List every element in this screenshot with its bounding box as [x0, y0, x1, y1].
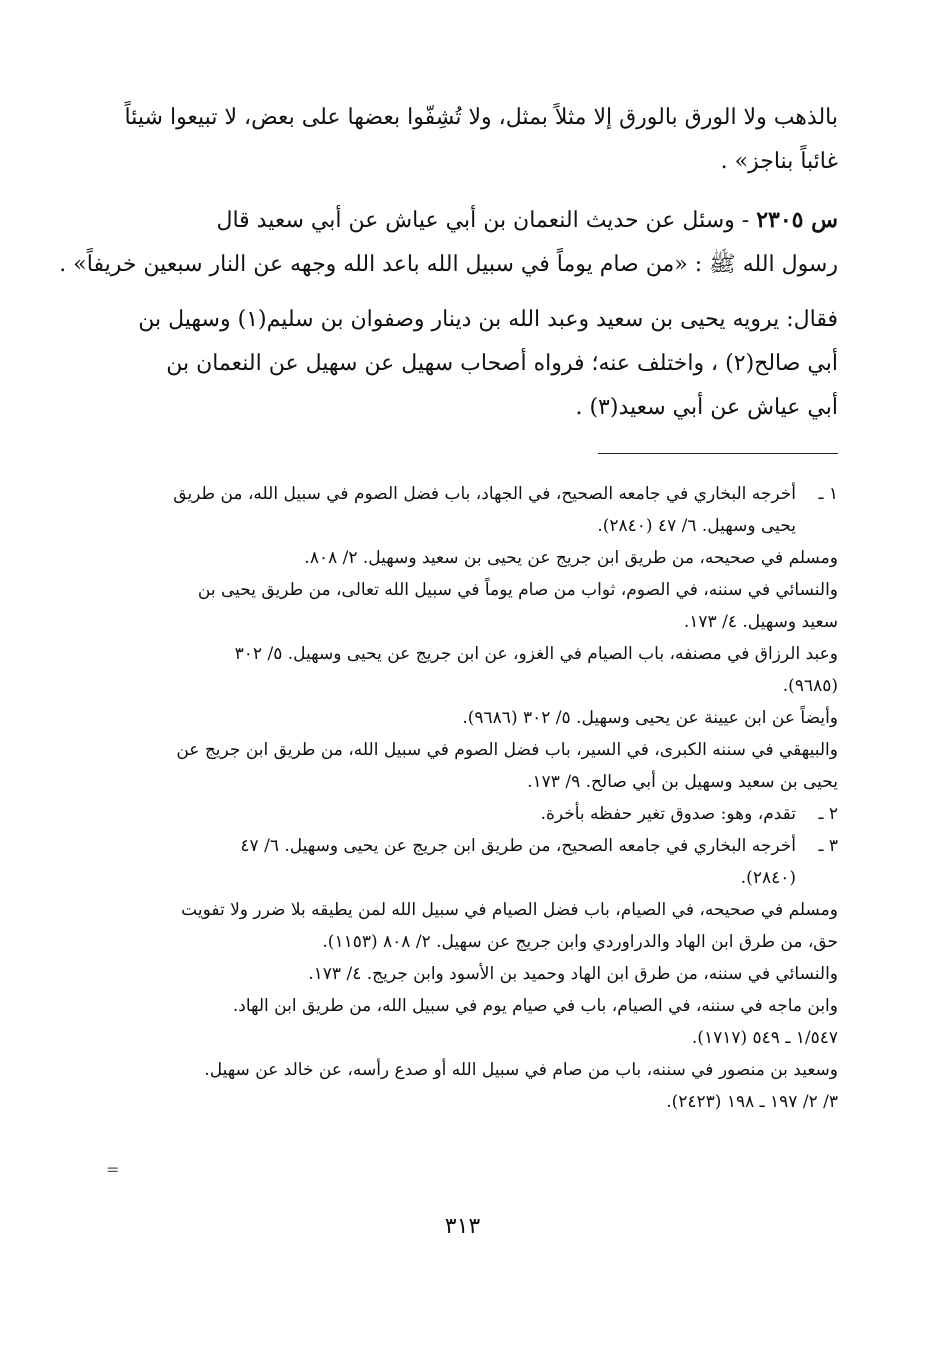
- footnote-line: يحيى وسهيل. ٦/ ٤٧ (٢٨٤٠).: [597, 516, 796, 536]
- footnote-line: تقدم، وهو: صدوق تغير حفظه بأخرة.: [540, 804, 796, 824]
- text-line: بالذهب ولا الورق بالورق إلا مثلاً بمثل، ولا تُشِفّوا بعضها على بعض، لا تبيعوا شيئاً: [124, 105, 838, 130]
- footnote-marker: ١ ـ: [818, 484, 838, 504]
- footnotes: [128, 478, 838, 1118]
- footnote-line: وعبد الرزاق في مصنفه، باب الصيام في الغزو، عن ابن جريج عن يحيى وسهيل. ٥/ ٣٠٢: [234, 644, 838, 664]
- text-line: غائباً بناجز» .: [720, 149, 838, 174]
- footnote-line: حق، من طرق ابن الهاد والدراوردي وابن جريج عن سهيل. ٢/ ٨٠٨ (١١٥٣).: [322, 932, 838, 952]
- footnote-line: يحيى بن سعيد وسهيل بن أبي صالح. ٩/ ١٧٣.: [527, 772, 838, 792]
- footnote-line: ومسلم في صحيحه، من طريق ابن جريج عن يحيى بن سعيد وسهيل. ٢/ ٨٠٨.: [304, 548, 838, 568]
- margin-mark: =: [106, 1160, 120, 1179]
- footnote-line: ومسلم في صحيحه، في الصيام، باب فضل الصيام في سبيل الله لمن يطيقه بلا ضرر ولا تفويت: [181, 900, 838, 920]
- footnote-line: ٣/ ٢/ ١٩٧ ـ ١٩٨ (٢٤٢٣).: [666, 1092, 838, 1112]
- text-line: أبي صالح(٢) ، واختلف عنه؛ فرواه أصحاب سهيل عن سهيل عن النعمان بن: [166, 351, 838, 376]
- footnote-line: (٢٨٤٠).: [740, 868, 796, 888]
- footnote-marker: ٣ ـ: [818, 836, 838, 856]
- footnote-marker: ٢ ـ: [818, 804, 838, 824]
- footnote-line: أخرجه البخاري في جامعه الصحيح، من طريق ابن جريج عن يحيى وسهيل. ٦/ ٤٧: [240, 836, 796, 856]
- footnote-line: سعيد وسهيل. ٤/ ١٧٣.: [683, 612, 838, 632]
- intro-text: [124, 96, 838, 184]
- text-line: - وسئل عن حديث النعمان بن أبي عياش عن أبي سعيد قال: [216, 208, 750, 233]
- footnote-line: (٩٦٨٥).: [782, 676, 838, 696]
- footnote-1-continued: [128, 542, 838, 798]
- footnote-3-continued: [128, 894, 838, 1118]
- text-line: فقال: يرويه يحيى بن سعيد وعبد الله بن دينار وصفوان بن سليم(١) وسهيل بن: [138, 307, 838, 332]
- question-block: [59, 198, 838, 287]
- text-line: رسول الله ﷺ : «من صام يوماً في سبيل الله باعد الله وجهه عن النار سبعين خريفاً» .: [59, 252, 838, 277]
- footnote-3: [128, 830, 838, 894]
- footnote-2: [128, 798, 838, 830]
- question-first-line: [128, 198, 838, 243]
- footnote-line: وسعيد بن منصور في سننه، باب من صام في سبيل الله أو صدع رأسه، عن خالد عن سهيل.: [204, 1060, 838, 1080]
- footnote-line: أخرجه البخاري في جامعه الصحيح، في الجهاد، باب فضل الصوم في سبيل الله، من طريق: [173, 484, 796, 504]
- question-number: س ٢٣٠٥: [756, 207, 838, 233]
- text-line: أبي عياش عن أبي سعيد(٣) .: [575, 395, 838, 420]
- footnote-1: [128, 478, 838, 542]
- answer-block: [128, 298, 838, 430]
- footnote-line: ١/٥٤٧ ـ ٥٤٩ (١٧١٧).: [691, 1028, 838, 1048]
- footnote-line: وأيضاً عن ابن عيينة عن يحيى وسهيل. ٥/ ٣٠٢ (٩٦٨٦).: [462, 708, 838, 728]
- footnote-line: وابن ماجه في سننه، في الصيام، باب في صيام يوم في سبيل الله، من طريق ابن الهاد.: [232, 996, 838, 1016]
- footnote-line: والنسائي في سننه، في الصوم، ثواب من صام يوماً في سبيل الله تعالى، من طريق يحيى بن: [197, 580, 838, 600]
- page-number: ٣١٣: [444, 1214, 481, 1239]
- footnote-line: والبيهقي في سننه الكبرى، في السير، باب فضل الصوم في سبيل الله، من طريق ابن جريج عن: [176, 740, 838, 760]
- footnote-separator: [598, 453, 838, 454]
- footnote-line: والنسائي في سننه، من طرق ابن الهاد وحميد بن الأسود وابن جريج. ٤/ ١٧٣.: [308, 964, 838, 984]
